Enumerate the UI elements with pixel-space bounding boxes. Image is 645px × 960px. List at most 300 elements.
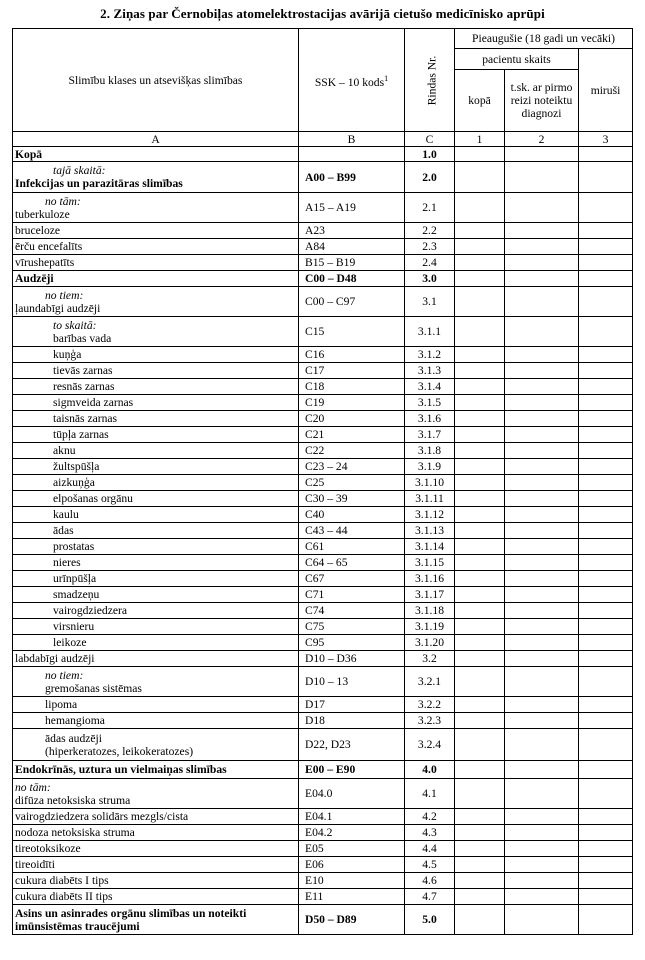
- table-row: [13, 761, 633, 779]
- input-deceased-cell[interactable]: [579, 635, 633, 651]
- row-number-cell: 3.1.6: [405, 411, 455, 427]
- input-deceased-cell[interactable]: [579, 587, 633, 603]
- row-code-cell: E04.2: [299, 825, 405, 841]
- header-group-adults: Pieaugušie (18 gadi un vecāki): [455, 29, 633, 49]
- row-code-cell: A00 – B99: [299, 162, 405, 193]
- input-first-diagnosis-cell[interactable]: [505, 809, 579, 825]
- input-first-diagnosis-cell[interactable]: [505, 287, 579, 317]
- input-deceased-cell[interactable]: [579, 287, 633, 317]
- row-name-cell: [13, 667, 299, 697]
- row-label: nieres: [53, 556, 81, 569]
- table-row: [13, 635, 633, 651]
- input-deceased-cell[interactable]: [579, 825, 633, 841]
- table-row: [13, 271, 633, 287]
- row-label: aizkuņģa: [53, 476, 95, 489]
- input-deceased-cell[interactable]: [579, 841, 633, 857]
- input-deceased-cell[interactable]: [579, 667, 633, 697]
- table-row: [13, 255, 633, 271]
- row-number-cell: 3.1.17: [405, 587, 455, 603]
- header-col-c: [405, 29, 455, 132]
- row-code-cell: [299, 147, 405, 162]
- input-first-diagnosis-cell[interactable]: [505, 193, 579, 223]
- input-first-diagnosis-cell[interactable]: [505, 239, 579, 255]
- input-first-diagnosis-cell[interactable]: [505, 317, 579, 347]
- input-deceased-cell[interactable]: [579, 193, 633, 223]
- row-number-cell: 2.1: [405, 193, 455, 223]
- input-first-diagnosis-cell[interactable]: [505, 713, 579, 729]
- row-code-cell: D17: [299, 697, 405, 713]
- row-label: Audzēji: [15, 272, 54, 285]
- row-number-cell: 3.2.3: [405, 713, 455, 729]
- input-first-diagnosis-cell[interactable]: [505, 347, 579, 363]
- input-deceased-cell[interactable]: [579, 779, 633, 809]
- row-name-cell: [13, 841, 299, 857]
- table-row: [13, 475, 633, 491]
- row-code-cell: D10 – 13: [299, 667, 405, 697]
- input-first-diagnosis-cell[interactable]: [505, 555, 579, 571]
- table-row: [13, 697, 633, 713]
- input-first-diagnosis-cell[interactable]: [505, 523, 579, 539]
- row-code-cell: C22: [299, 443, 405, 459]
- input-total-cell[interactable]: [455, 857, 505, 873]
- row-code-cell: C15: [299, 317, 405, 347]
- input-deceased-cell[interactable]: [579, 239, 633, 255]
- input-deceased-cell[interactable]: [579, 619, 633, 635]
- row-label: Asins un asinrades orgānu slimības un noteikti imūnsistēmas traucējumi: [15, 906, 247, 933]
- input-first-diagnosis-cell[interactable]: [505, 889, 579, 905]
- row-number-cell: 4.6: [405, 873, 455, 889]
- table-row: [13, 507, 633, 523]
- input-deceased-cell[interactable]: [579, 539, 633, 555]
- input-first-diagnosis-cell[interactable]: [505, 779, 579, 809]
- table-row: [13, 857, 633, 873]
- row-label: kuņģa: [53, 348, 82, 361]
- input-total-cell[interactable]: [455, 162, 505, 193]
- row-label: urīnpūšļa: [53, 572, 97, 585]
- input-deceased-cell[interactable]: [579, 523, 633, 539]
- row-name-cell: [13, 347, 299, 363]
- input-first-diagnosis-cell[interactable]: [505, 395, 579, 411]
- row-code-cell: C61: [299, 539, 405, 555]
- input-first-diagnosis-cell[interactable]: [505, 603, 579, 619]
- input-first-diagnosis-cell[interactable]: [505, 475, 579, 491]
- header-col-b-text: SSK – 10 kods: [314, 75, 385, 89]
- row-number-cell: 3.1.13: [405, 523, 455, 539]
- input-deceased-cell[interactable]: [579, 491, 633, 507]
- input-first-diagnosis-cell[interactable]: [505, 761, 579, 779]
- row-number-cell: 3.1.11: [405, 491, 455, 507]
- row-name-cell: [13, 147, 299, 162]
- row-number-cell: 1.0: [405, 147, 455, 162]
- row-label: ādas: [53, 524, 74, 537]
- row-number-cell: 3.1.12: [405, 507, 455, 523]
- row-name-cell: [13, 287, 299, 317]
- input-deceased-cell[interactable]: [579, 317, 633, 347]
- row-code-cell: E10: [299, 873, 405, 889]
- input-deceased-cell[interactable]: [579, 459, 633, 475]
- input-first-diagnosis-cell[interactable]: [505, 255, 579, 271]
- row-number-cell: 3.0: [405, 271, 455, 287]
- input-total-cell[interactable]: [455, 619, 505, 635]
- input-first-diagnosis-cell[interactable]: [505, 379, 579, 395]
- input-first-diagnosis-cell[interactable]: [505, 539, 579, 555]
- row-code-cell: D18: [299, 713, 405, 729]
- input-deceased-cell[interactable]: [579, 507, 633, 523]
- input-total-cell[interactable]: [455, 223, 505, 239]
- input-total-cell[interactable]: [455, 255, 505, 271]
- header-col-b: [299, 29, 405, 132]
- row-code-cell: D50 – D89: [299, 905, 405, 935]
- input-total-cell[interactable]: [455, 507, 505, 523]
- input-deceased-cell[interactable]: [579, 347, 633, 363]
- row-label: difūza netoksiska struma: [15, 793, 131, 807]
- row-label: virsnieru: [53, 620, 95, 633]
- input-deceased-cell[interactable]: [579, 443, 633, 459]
- input-first-diagnosis-cell[interactable]: [505, 491, 579, 507]
- row-name-cell: [13, 857, 299, 873]
- input-first-diagnosis-cell[interactable]: [505, 905, 579, 935]
- input-total-cell[interactable]: [455, 873, 505, 889]
- row-label: Endokrīnās, uztura un vielmaiņas slimības: [15, 763, 227, 776]
- row-number-cell: 3.1.14: [405, 539, 455, 555]
- row-label: resnās zarnas: [53, 380, 115, 393]
- row-label: tireoidīti: [15, 858, 55, 871]
- row-code-cell: C25: [299, 475, 405, 491]
- input-first-diagnosis-cell[interactable]: [505, 147, 579, 162]
- table-row: [13, 239, 633, 255]
- report-table: [12, 28, 633, 935]
- row-number-cell: 3.1.20: [405, 635, 455, 651]
- row-label: ļaundabīgi audzēji: [15, 301, 101, 315]
- row-number-cell: 3.2.1: [405, 667, 455, 697]
- row-label: kaulu: [53, 508, 79, 521]
- input-total-cell[interactable]: [455, 239, 505, 255]
- input-deceased-cell[interactable]: [579, 411, 633, 427]
- row-label: ādas audzēji: [45, 731, 102, 745]
- input-total-cell[interactable]: [455, 713, 505, 729]
- row-number-cell: 4.5: [405, 857, 455, 873]
- input-deceased-cell[interactable]: [579, 395, 633, 411]
- input-total-cell[interactable]: [455, 411, 505, 427]
- input-deceased-cell[interactable]: [579, 651, 633, 667]
- input-deceased-cell[interactable]: [579, 857, 633, 873]
- row-name-cell: [13, 619, 299, 635]
- row-label: hemangioma: [45, 714, 105, 727]
- header-col-3: miruši: [579, 49, 633, 132]
- row-label: bruceloze: [15, 224, 61, 237]
- header-col-a: Slimību klases un atsevišķas slimības: [13, 29, 299, 132]
- row-name-cell: [13, 475, 299, 491]
- row-name-cell: [13, 427, 299, 443]
- row-number-cell: 3.2.4: [405, 729, 455, 761]
- row-code-cell: C23 – 24: [299, 459, 405, 475]
- row-number-cell: 3.1.7: [405, 427, 455, 443]
- input-total-cell[interactable]: [455, 395, 505, 411]
- row-name-cell: [13, 523, 299, 539]
- row-code-cell: A84: [299, 239, 405, 255]
- table-row: [13, 539, 633, 555]
- row-code-cell: C19: [299, 395, 405, 411]
- row-code-cell: C71: [299, 587, 405, 603]
- row-label-continuation: (hiperkeratozes, leikokeratozes): [45, 744, 194, 758]
- input-total-cell[interactable]: [455, 147, 505, 162]
- row-number-cell: 2.4: [405, 255, 455, 271]
- input-deceased-cell[interactable]: [579, 905, 633, 935]
- row-name-cell: [13, 239, 299, 255]
- row-label: ērču encefalīts: [15, 240, 83, 253]
- row-number-cell: 4.3: [405, 825, 455, 841]
- input-total-cell[interactable]: [455, 761, 505, 779]
- table-row: [13, 905, 633, 935]
- input-first-diagnosis-cell[interactable]: [505, 459, 579, 475]
- input-total-cell[interactable]: [455, 427, 505, 443]
- row-subheading: no tiem:: [45, 668, 84, 682]
- row-number-cell: 3.1.18: [405, 603, 455, 619]
- input-total-cell[interactable]: [455, 491, 505, 507]
- table-row: [13, 555, 633, 571]
- letter-1: 1: [455, 132, 505, 147]
- row-name-cell: [13, 603, 299, 619]
- input-total-cell[interactable]: [455, 539, 505, 555]
- row-name-cell: [13, 809, 299, 825]
- row-name-cell: [13, 459, 299, 475]
- row-label: tūpļa zarnas: [53, 428, 109, 441]
- input-total-cell[interactable]: [455, 697, 505, 713]
- row-number-cell: 4.4: [405, 841, 455, 857]
- row-code-cell: A23: [299, 223, 405, 239]
- row-code-cell: B15 – B19: [299, 255, 405, 271]
- row-name-cell: [13, 713, 299, 729]
- input-first-diagnosis-cell[interactable]: [505, 635, 579, 651]
- row-code-cell: C40: [299, 507, 405, 523]
- row-name-cell: [13, 555, 299, 571]
- input-first-diagnosis-cell[interactable]: [505, 825, 579, 841]
- row-name-cell: [13, 889, 299, 905]
- row-code-cell: D22, D23: [299, 729, 405, 761]
- input-total-cell[interactable]: [455, 889, 505, 905]
- row-label: Infekcijas un parazitāras slimības: [15, 177, 183, 190]
- input-total-cell[interactable]: [455, 825, 505, 841]
- table-row: [13, 587, 633, 603]
- input-deceased-cell[interactable]: [579, 379, 633, 395]
- footnote-marker: 1: [384, 73, 389, 83]
- input-deceased-cell[interactable]: [579, 475, 633, 491]
- header-subgroup-patients: pacientu skaits: [455, 49, 579, 70]
- input-total-cell[interactable]: [455, 475, 505, 491]
- input-total-cell[interactable]: [455, 363, 505, 379]
- letter-a: A: [13, 132, 299, 147]
- input-deceased-cell[interactable]: [579, 729, 633, 761]
- row-code-cell: C16: [299, 347, 405, 363]
- row-code-cell: C95: [299, 635, 405, 651]
- table-row: [13, 317, 633, 347]
- input-first-diagnosis-cell[interactable]: [505, 162, 579, 193]
- row-label: prostatas: [53, 540, 95, 553]
- input-deceased-cell[interactable]: [579, 571, 633, 587]
- row-subheading: no tām:: [15, 780, 51, 794]
- row-name-cell: [13, 162, 299, 193]
- input-deceased-cell[interactable]: [579, 162, 633, 193]
- input-first-diagnosis-cell[interactable]: [505, 667, 579, 697]
- row-name-cell: [13, 825, 299, 841]
- letter-b: B: [299, 132, 405, 147]
- table-row: [13, 809, 633, 825]
- input-total-cell[interactable]: [455, 523, 505, 539]
- row-code-cell: A15 – A19: [299, 193, 405, 223]
- input-first-diagnosis-cell[interactable]: [505, 571, 579, 587]
- row-label: barības vada: [53, 331, 112, 345]
- input-total-cell[interactable]: [455, 287, 505, 317]
- input-first-diagnosis-cell[interactable]: [505, 223, 579, 239]
- row-code-cell: C43 – 44: [299, 523, 405, 539]
- input-first-diagnosis-cell[interactable]: [505, 857, 579, 873]
- input-first-diagnosis-cell[interactable]: [505, 729, 579, 761]
- row-number-cell: 2.3: [405, 239, 455, 255]
- row-name-cell: [13, 363, 299, 379]
- row-name-cell: [13, 779, 299, 809]
- input-total-cell[interactable]: [455, 571, 505, 587]
- input-deceased-cell[interactable]: [579, 363, 633, 379]
- header-col-2: t.sk. ar pirmo reizi noteiktu diagnozi: [505, 70, 579, 132]
- input-first-diagnosis-cell[interactable]: [505, 427, 579, 443]
- input-deceased-cell[interactable]: [579, 889, 633, 905]
- row-label: aknu: [53, 444, 76, 457]
- row-label: tireotoksikoze: [15, 842, 81, 855]
- row-code-cell: E11: [299, 889, 405, 905]
- input-deceased-cell[interactable]: [579, 697, 633, 713]
- row-label: žultspūšļa: [53, 460, 100, 473]
- input-deceased-cell[interactable]: [579, 555, 633, 571]
- input-first-diagnosis-cell[interactable]: [505, 363, 579, 379]
- table-row: [13, 347, 633, 363]
- table-row: [13, 411, 633, 427]
- row-name-cell: [13, 255, 299, 271]
- input-total-cell[interactable]: [455, 459, 505, 475]
- input-total-cell[interactable]: [455, 635, 505, 651]
- input-first-diagnosis-cell[interactable]: [505, 651, 579, 667]
- row-label: vairogdziedzera solidārs mezgls/cista: [15, 810, 189, 823]
- input-first-diagnosis-cell[interactable]: [505, 271, 579, 287]
- header-col-1: kopā: [455, 70, 505, 132]
- row-code-cell: D10 – D36: [299, 651, 405, 667]
- input-total-cell[interactable]: [455, 603, 505, 619]
- row-code-cell: C00 – D48: [299, 271, 405, 287]
- input-total-cell[interactable]: [455, 809, 505, 825]
- row-subheading: tajā skaitā:: [53, 164, 106, 177]
- row-subheading: no tiem:: [45, 288, 84, 302]
- table-row: [13, 363, 633, 379]
- input-first-diagnosis-cell[interactable]: [505, 587, 579, 603]
- input-first-diagnosis-cell[interactable]: [505, 443, 579, 459]
- table-row: [13, 287, 633, 317]
- input-deceased-cell[interactable]: [579, 271, 633, 287]
- input-first-diagnosis-cell[interactable]: [505, 697, 579, 713]
- row-number-cell: 5.0: [405, 905, 455, 935]
- input-total-cell[interactable]: [455, 667, 505, 697]
- row-label: Kopā: [15, 147, 43, 161]
- letter-c: C: [405, 132, 455, 147]
- row-number-cell: 3.1: [405, 287, 455, 317]
- input-total-cell[interactable]: [455, 729, 505, 761]
- table-row: [13, 825, 633, 841]
- row-code-cell: E04.0: [299, 779, 405, 809]
- input-deceased-cell[interactable]: [579, 603, 633, 619]
- row-label: vairogdziedzera: [53, 604, 128, 617]
- input-deceased-cell[interactable]: [579, 809, 633, 825]
- row-label: gremošanas sistēmas: [45, 681, 142, 695]
- table-row: [13, 147, 633, 162]
- row-code-cell: C20: [299, 411, 405, 427]
- input-total-cell[interactable]: [455, 193, 505, 223]
- row-name-cell: [13, 635, 299, 651]
- row-code-cell: C17: [299, 363, 405, 379]
- table-row: [13, 729, 633, 761]
- input-total-cell[interactable]: [455, 651, 505, 667]
- input-total-cell[interactable]: [455, 555, 505, 571]
- input-deceased-cell[interactable]: [579, 713, 633, 729]
- table-row: [13, 603, 633, 619]
- row-label: lipoma: [45, 698, 78, 711]
- input-deceased-cell[interactable]: [579, 761, 633, 779]
- table-row: [13, 443, 633, 459]
- row-code-cell: C21: [299, 427, 405, 443]
- input-first-diagnosis-cell[interactable]: [505, 411, 579, 427]
- input-deceased-cell[interactable]: [579, 427, 633, 443]
- table-row: [13, 491, 633, 507]
- input-total-cell[interactable]: [455, 779, 505, 809]
- row-label: cukura diabēts I tips: [15, 874, 109, 887]
- row-subheading: to skaitā:: [53, 318, 97, 332]
- input-total-cell[interactable]: [455, 317, 505, 347]
- input-first-diagnosis-cell[interactable]: [505, 619, 579, 635]
- row-code-cell: E00 – E90: [299, 761, 405, 779]
- row-code-cell: E05: [299, 841, 405, 857]
- row-name-cell: [13, 317, 299, 347]
- input-deceased-cell[interactable]: [579, 223, 633, 239]
- input-deceased-cell[interactable]: [579, 255, 633, 271]
- input-first-diagnosis-cell[interactable]: [505, 507, 579, 523]
- input-first-diagnosis-cell[interactable]: [505, 873, 579, 889]
- row-label: tievās zarnas: [53, 364, 113, 377]
- header-col-c-text: Rindas Nr.: [425, 55, 439, 105]
- row-code-cell: C30 – 39: [299, 491, 405, 507]
- row-name-cell: [13, 491, 299, 507]
- input-total-cell[interactable]: [455, 587, 505, 603]
- row-subheading: no tām:: [45, 194, 81, 208]
- input-first-diagnosis-cell[interactable]: [505, 841, 579, 857]
- row-number-cell: 2.0: [405, 162, 455, 193]
- row-label: labdabīgi audzēji: [15, 652, 95, 665]
- row-code-cell: C67: [299, 571, 405, 587]
- input-total-cell[interactable]: [455, 841, 505, 857]
- row-label: smadzeņu: [53, 588, 100, 601]
- table-row: [13, 193, 633, 223]
- input-deceased-cell[interactable]: [579, 147, 633, 162]
- row-name-cell: [13, 379, 299, 395]
- letter-3: 3: [579, 132, 633, 147]
- row-code-cell: C74: [299, 603, 405, 619]
- row-number-cell: 4.1: [405, 779, 455, 809]
- input-total-cell[interactable]: [455, 443, 505, 459]
- input-deceased-cell[interactable]: [579, 873, 633, 889]
- input-total-cell[interactable]: [455, 379, 505, 395]
- input-total-cell[interactable]: [455, 271, 505, 287]
- table-row: [13, 395, 633, 411]
- table-row: [13, 571, 633, 587]
- row-name-cell: [13, 651, 299, 667]
- input-total-cell[interactable]: [455, 347, 505, 363]
- input-total-cell[interactable]: [455, 905, 505, 935]
